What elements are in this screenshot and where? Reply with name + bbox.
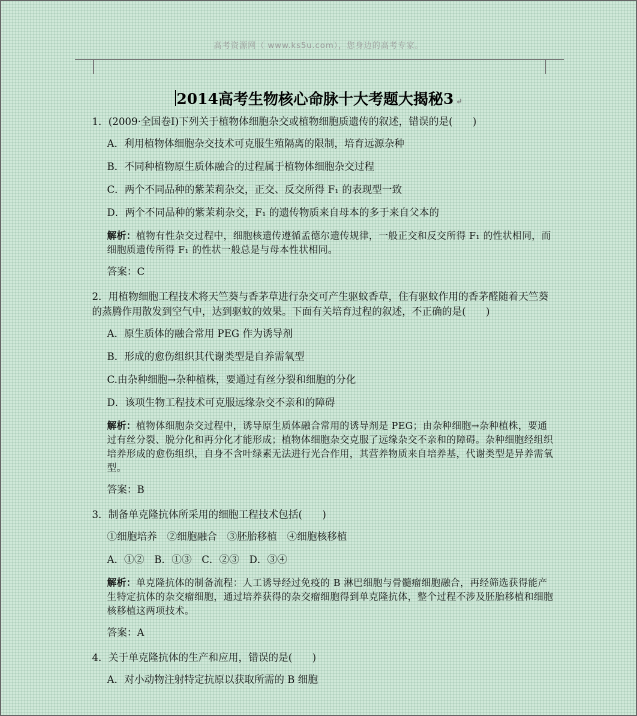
analysis-text: 植物有性杂交过程中，细胞核遗传遵循孟德尔遗传规律，一般正交和反交所得 F₁ 的性状相同，而细胞质遗传所得 F₁ 的性状一般总是与母本性状相同。 (107, 231, 552, 256)
option-a: A．原生质体的融合常用 PEG 作为诱导剂 (107, 329, 293, 340)
option-a: A．对小动物注射特定抗原以获取所需的 B 细胞 (107, 675, 318, 686)
title-text: 2014高考生物核心命脉十大考题大揭秘3 (176, 90, 454, 108)
analysis-label: 解析： (107, 231, 137, 242)
question-stem: 1．(2009·全国卷Ⅰ)下列关于植物体细胞杂交或植物细胞质遗传的叙述，错误的是( ) (92, 117, 477, 128)
option-c: C．两个不同品种的紫茉莉杂交，正交、反交所得 F₁ 的表现型一致 (107, 185, 402, 196)
question-stem: 4．关于单克隆抗体的生产和应用，错误的是( ) (92, 653, 317, 664)
analysis-label: 解析： (107, 578, 137, 589)
analysis-text: 单克隆抗体的制备流程：人工诱导经过免疫的 B 淋巴细胞与骨髓瘤细胞融合，再经筛选获得能产生特定抗体的杂交瘤细胞，通过培养获得的杂交瘤细胞得到单克隆抗体，整个过程不涉及胚胎移植和细胞核移植这两项技术。 (107, 578, 554, 617)
analysis-text: 植物体细胞杂交过程中，诱导原生质体融合常用的诱导剂是 PEG；由杂种细胞→杂种植株，要通过有丝分裂、脱分化和再分化才能形成；植物体细胞杂交克服了远缘杂交不亲和的障碍。杂种细胞经组织培养形成的愈伤组织，自身不含叶绿素无法进行光合作用，其营养物质来自培养基，代谢类型是异养需氧型。 (107, 421, 554, 474)
answer: 答案：B (107, 485, 145, 496)
option-b: B．形成的愈伤组织其代谢类型是自养需氧型 (107, 352, 305, 363)
option-c: C.由杂种细胞→杂种植株，要通过有丝分裂和细胞的分化 (107, 375, 356, 386)
header-rule (93, 59, 545, 60)
question-stem: 3．制备单克隆抗体所采用的细胞工程技术包括( ) (92, 510, 327, 521)
answer: 答案：A (107, 628, 145, 639)
option-choices: A．①② B．①③ C．②③ D．③④ (107, 555, 288, 566)
analysis (107, 230, 554, 258)
margin-corner-left (75, 59, 94, 74)
option-a: A．利用植物体细胞杂交技术可克服生殖隔离的限制，培育远源杂种 (107, 139, 405, 150)
option-items: ①细胞培养 ②细胞融合 ③胚胎移植 ④细胞核移植 (107, 532, 347, 543)
text-cursor (175, 90, 176, 106)
analysis (107, 577, 554, 619)
document-title (0, 88, 637, 109)
analysis (107, 420, 554, 476)
paragraph-mark: ↵ (455, 96, 463, 106)
analysis-label: 解析： (107, 421, 137, 432)
answer: 答案：C (107, 267, 145, 278)
page-header: 高考资源网（ www.ks5u.com），您身边的高考专家。 (213, 41, 424, 50)
document-body (92, 115, 554, 697)
margin-corner-right (545, 59, 564, 74)
option-d: D．两个不同品种的紫茉莉杂交，F₁ 的遗传物质来自母本的多于来自父本的 (107, 208, 440, 219)
question-stem: 2．用植物细胞工程技术将天竺葵与香茅草进行杂交可产生驱蚊香草，住有驱蚊作用的香茅醛随着天竺葵的蒸腾作用散发到空气中，达到驱蚊的效果。下面有关培育过程的叙述，不正确的是( ) (92, 292, 549, 318)
option-b: B．不同种植物原生质体融合的过程属于植物体细胞杂交过程 (107, 162, 375, 173)
option-d: D．该项生物工程技术可克服远缘杂交不亲和的障碍 (107, 398, 336, 409)
